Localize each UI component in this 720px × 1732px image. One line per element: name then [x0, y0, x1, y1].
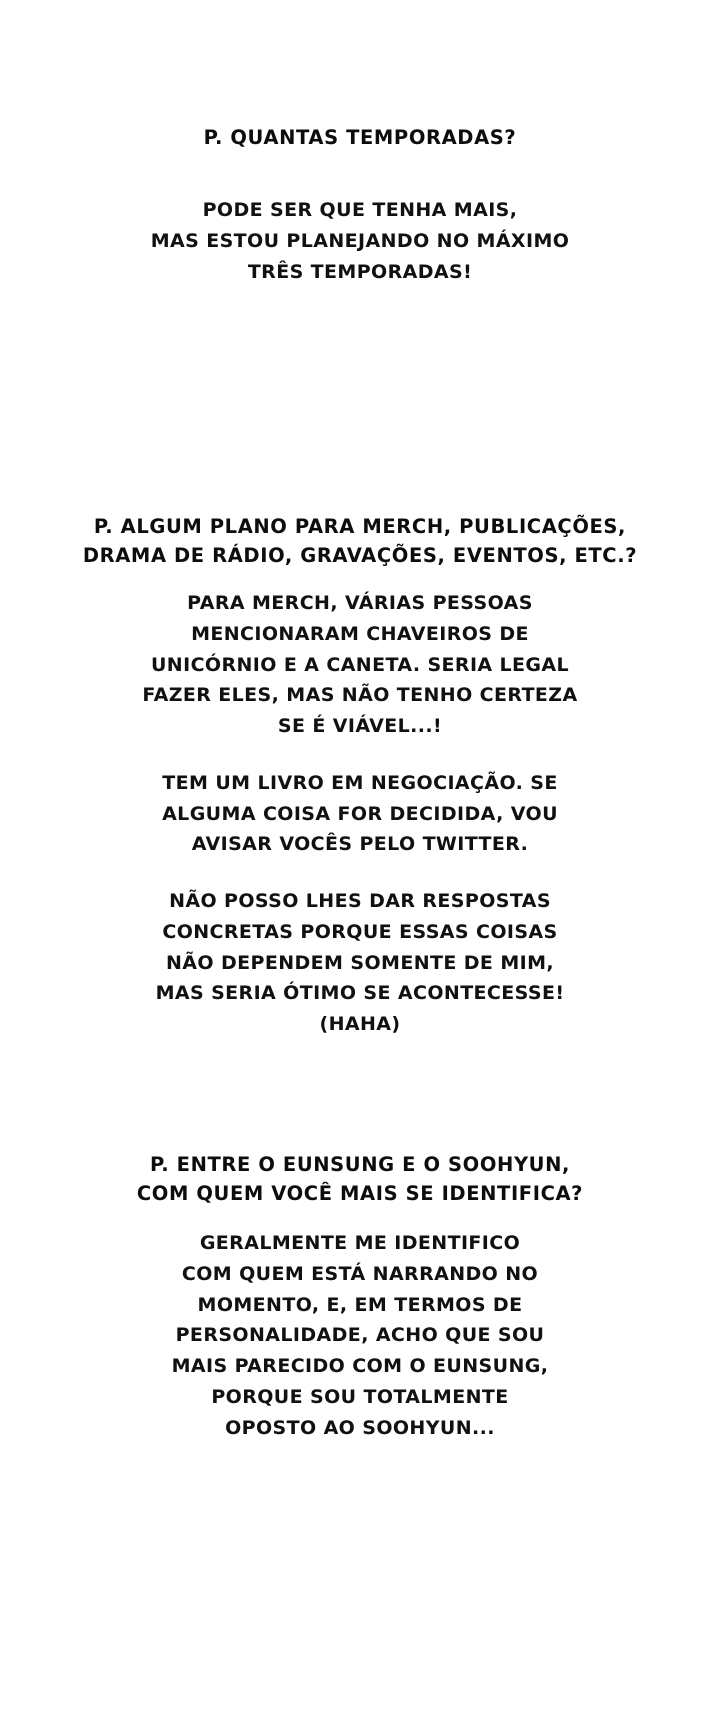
question-line: COM QUEM VOCÊ MAIS SE IDENTIFICA? [136, 1182, 584, 1206]
answer-paragraph [0, 1228, 720, 1443]
answer-paragraph [0, 195, 720, 287]
answer-paragraph [0, 588, 720, 742]
answer-line: MENCIONARAM CHAVEIROS DE [191, 622, 529, 645]
answer-paragraph [0, 768, 720, 860]
answer-line: TEM UM LIVRO EM NEGOCIAÇÃO. SE [162, 771, 558, 794]
answer-line: PODE SER QUE TENHA MAIS, [202, 199, 518, 221]
answer-line: MAIS PARECIDO COM O EUNSUNG, [171, 1355, 549, 1378]
answer-line: NÃO DEPENDEM SOMENTE DE MIM, [165, 951, 555, 974]
answer-line: (HAHA) [319, 1013, 401, 1036]
question-seasons [0, 123, 720, 152]
question-line: P. ALGUM PLANO PARA MERCH, PUBLICAÇÕES, [93, 515, 627, 538]
answer-line: CONCRETAS PORQUE ESSAS COISAS [162, 920, 558, 943]
answer-line: PERSONALIDADE, ACHO QUE SOU [175, 1324, 545, 1347]
answer-line: GERALMENTE ME IDENTIFICO [199, 1232, 521, 1254]
answer-line: MAS ESTOU PLANEJANDO NO MÁXIMO [150, 229, 570, 252]
question-line: P. QUANTAS TEMPORADAS? [203, 126, 517, 149]
question-identify-character [0, 1150, 720, 1209]
answer-line: PARA MERCH, VÁRIAS PESSOAS [187, 592, 533, 614]
answer-line: AVISAR VOCÊS PELO TWITTER. [191, 833, 529, 856]
answer-line: SE É VIÁVEL...! [277, 715, 443, 738]
question-merch-plans [0, 512, 720, 571]
question-line: DRAMA DE RÁDIO, GRAVAÇÕES, EVENTOS, ETC.? [82, 544, 638, 568]
answer-line: PORQUE SOU TOTALMENTE [211, 1385, 509, 1408]
answer-paragraph [0, 886, 720, 1040]
answer-line: UNICÓRNIO E A CANETA. SERIA LEGAL [150, 653, 570, 676]
answer-seasons [0, 195, 720, 287]
answer-line: ALGUMA COISA FOR DECIDIDA, VOU [162, 802, 558, 825]
question-line: P. ENTRE O EUNSUNG E O SOOHYUN, [149, 1153, 571, 1176]
answer-line: MAS SERIA ÓTIMO SE ACONTECESSE! [155, 982, 565, 1005]
answer-line: COM QUEM ESTÁ NARRANDO NO [181, 1262, 539, 1285]
answer-line: MOMENTO, E, EM TERMOS DE [197, 1293, 523, 1316]
answer-merch-plans [0, 588, 720, 1040]
answer-line: OPOSTO AO SOOHYUN... [225, 1416, 495, 1439]
answer-line: TRÊS TEMPORADAS! [247, 260, 473, 283]
answer-line: NÃO POSSO LHES DAR RESPOSTAS [169, 890, 551, 913]
answer-identify-character [0, 1228, 720, 1443]
answer-line: FAZER ELES, MAS NÃO TENHO CERTEZA [142, 684, 578, 707]
